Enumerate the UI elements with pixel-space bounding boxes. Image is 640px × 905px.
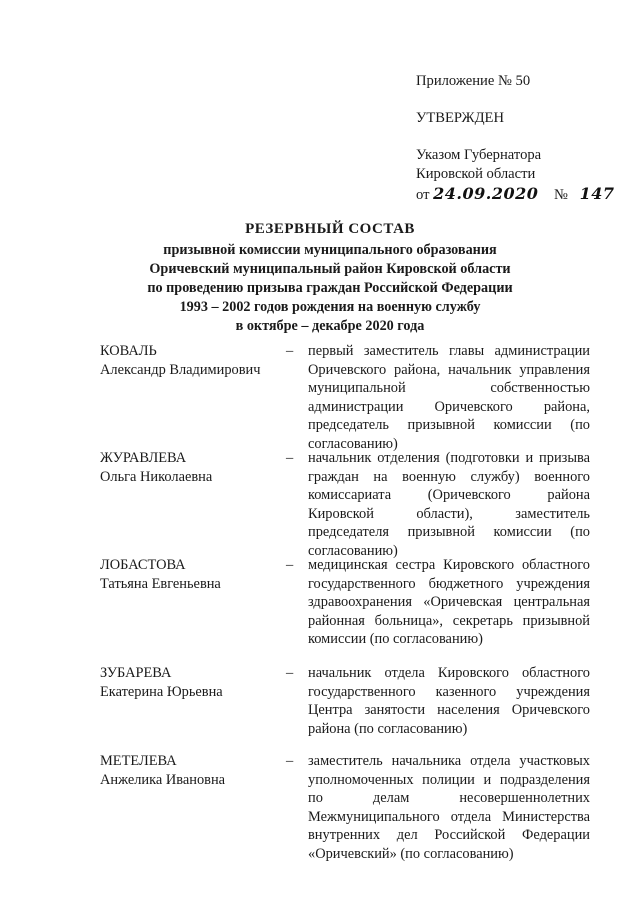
member-name bbox=[100, 664, 280, 701]
member-entry bbox=[100, 449, 590, 559]
annex-number: Приложение № 50 bbox=[416, 73, 531, 89]
title-line-1: призывной комиссии муниципального образования bbox=[163, 242, 497, 258]
member-role: медицинская сестра Кировского областного государственного бюджетного учреждения здравоохранения «Оричевская центральная районная больница», секретарь призывной комиссии (по согласованию) bbox=[308, 557, 590, 647]
title-heading: РЕЗЕРВНЫЙ СОСТАВ bbox=[245, 221, 415, 237]
member-entry bbox=[100, 556, 590, 664]
approved-label: УТВЕРЖДЕН bbox=[416, 110, 504, 126]
member-entry bbox=[100, 342, 590, 452]
member-name bbox=[100, 556, 280, 593]
member-dash: – bbox=[286, 450, 294, 466]
member-entry bbox=[100, 664, 590, 752]
decree-reference bbox=[416, 146, 626, 203]
decree-line-1: Указом Губернатора bbox=[416, 147, 542, 163]
member-role: начальник отдела Кировского областного государственного казенного учреждения Центра занятости населения Оричевского района (по согласованию) bbox=[308, 665, 590, 737]
decree-date-line bbox=[416, 184, 626, 203]
member-given-names: Екатерина Юрьевна bbox=[100, 683, 223, 700]
title-line-5: в октябре – декабре 2020 года bbox=[235, 318, 425, 334]
handwritten-number: 147 bbox=[579, 184, 615, 203]
member-dash: – bbox=[286, 665, 294, 681]
member-name bbox=[100, 752, 280, 789]
decree-line-2: Кировской области bbox=[416, 166, 536, 182]
number-sign: № bbox=[554, 187, 568, 203]
title-line-2: Оричевский муниципальный район Кировской области bbox=[149, 261, 511, 277]
member-name bbox=[100, 449, 280, 486]
member-role: заместитель начальника отдела участковых уполномоченных полиции и подразделения по делам несовершеннолетних Межмуниципального отдела Министерства внутренних дел Российской Федерации «Оричевский» (по согласованию) bbox=[308, 753, 590, 862]
date-prefix: от bbox=[416, 187, 430, 203]
title-line-3: по проведению призыва граждан Российской Федерации bbox=[147, 280, 513, 296]
member-given-names: Ольга Николаевна bbox=[100, 468, 213, 485]
member-surname: ЖУРАВЛЕВА bbox=[100, 450, 187, 466]
handwritten-date: 24.09.2020 bbox=[433, 184, 539, 203]
member-role: первый заместитель главы администрации Оричевского района, начальник управления муниципальной собственностью администрации Оричевского района, председатель призывной комиссии (по согласованию) bbox=[308, 343, 590, 452]
member-surname: КОВАЛЬ bbox=[100, 343, 157, 359]
member-surname: МЕТЕЛЕВА bbox=[100, 753, 177, 769]
member-surname: ЛОБАСТОВА bbox=[100, 557, 186, 573]
member-dash: – bbox=[286, 557, 294, 573]
title-line-4: 1993 – 2002 годов рождения на военную службу bbox=[179, 299, 481, 315]
member-dash: – bbox=[286, 343, 294, 359]
member-dash: – bbox=[286, 753, 294, 769]
member-name bbox=[100, 342, 280, 379]
member-given-names: Александр Владимирович bbox=[100, 361, 261, 378]
member-given-names: Татьяна Евгеньевна bbox=[100, 575, 221, 592]
members-list bbox=[100, 342, 590, 862]
member-given-names: Анжелика Ивановна bbox=[100, 771, 226, 788]
member-role: начальник отделения (подготовки и призыва граждан на военную службу) военного комиссариата (Оричевского района Кировской области), заместитель председателя призывной комиссии (по согласованию) bbox=[308, 450, 590, 559]
document-title bbox=[80, 220, 580, 336]
annex-block bbox=[416, 72, 626, 203]
member-surname: ЗУБАРЕВА bbox=[100, 665, 172, 681]
member-entry bbox=[100, 752, 590, 862]
